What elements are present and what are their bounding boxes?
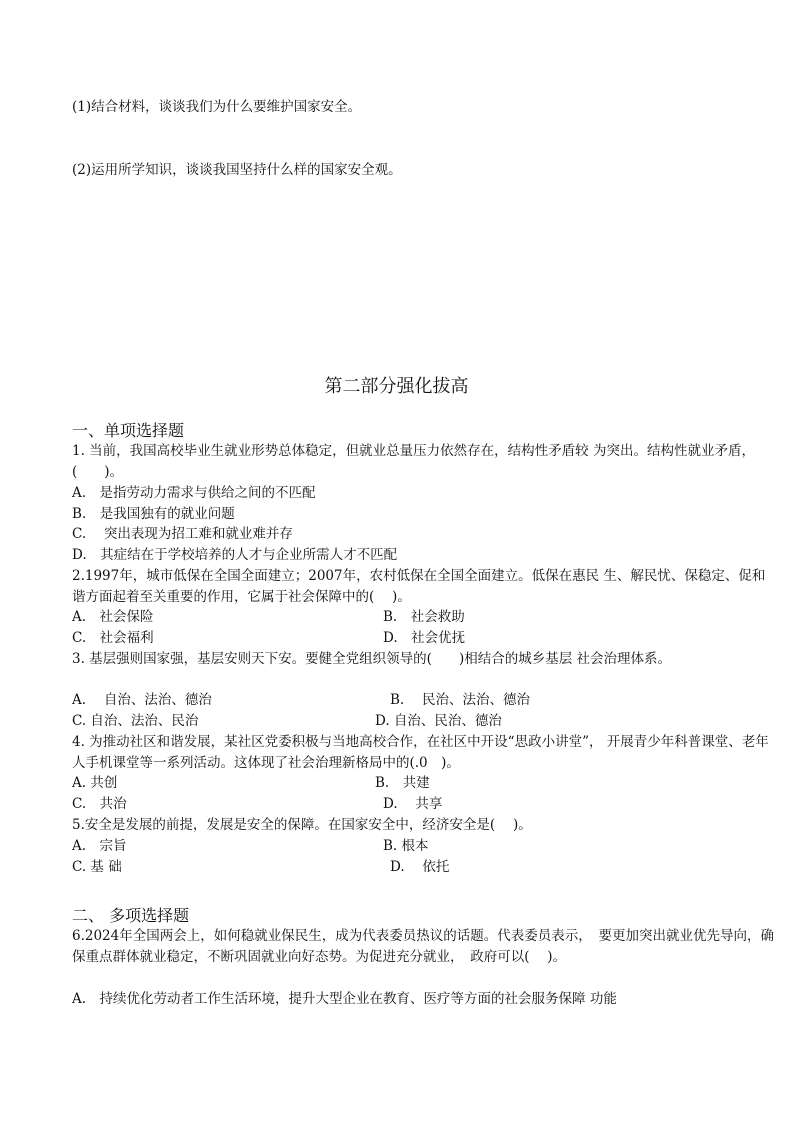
question-2-option-b: B. 社会救助 [383, 609, 465, 625]
question-4-option-a: A. 共创 [72, 775, 118, 791]
question-5-option-d: D. 依托 [390, 859, 450, 875]
question-2-option-d: D. 社会优抚 [383, 630, 466, 646]
question-part-1: (1)结合材料，谈谈我们为什么要维护国家安全。 [72, 99, 362, 115]
section-heading-multiple-choice: 二、 多项选择题 [72, 906, 190, 925]
question-3-option-b: B. 民治、法治、德治 [390, 692, 531, 708]
page-title: 第二部分强化拔高 [324, 376, 469, 397]
question-3-stem: 3. 基层强则国家强，基层安则天下安。要健全党组织领导的( )相结合的城乡基层 社会治理体系。 [72, 651, 671, 667]
question-6-option-a: A. 持续优化劳动者工作生活环境，提升大型企业在教育、医疗等方面的社会服务保障 功能 [72, 991, 617, 1007]
question-3-option-c: C. 自治、法治、民治 [72, 713, 199, 729]
question-4-stem: 4. 为推动社区和谐发展，某社区党委积极与当地高校合作，在社区中开设“思政小讲堂”， 开展青少年科普课堂、老年人手机课堂等一系列活动。这体现了社会治理新格局中的(.0 )。 [72, 734, 769, 771]
question-5-stem: 5.安全是发展的前提，发展是安全的保障。在国家安全中，经济安全是( )。 [72, 817, 532, 833]
question-5-option-c: C. 基 础 [72, 859, 122, 875]
question-4-option-c: C. 共治 [72, 796, 127, 812]
question-6-stem: 6.2024年全国两会上，如何稳就业保民生，成为代表委员热议的话题。代表委员表示， 要更加突出就业优先导向，确保重点群体就业稳定，不断巩固就业向好态势。为促进充分就业， 政府可以( )。 [72, 928, 774, 965]
question-5-option-a: A. 宗旨 [72, 838, 127, 854]
question-1-option-b: B. 是我国独有的就业问题 [72, 506, 235, 522]
question-5-option-b: B. 根本 [383, 838, 429, 854]
question-4-option-b: B. 共建 [375, 775, 430, 791]
question-1-option-c: C. 突出表现为招工难和就业难并存 [72, 526, 293, 542]
question-1-option-d: D. 其症结在于学校培养的人才与企业所需人才不匹配 [72, 547, 398, 563]
section-heading-single-choice: 一、单项选择题 [72, 421, 185, 440]
question-2-stem: 2.1997年，城市低保在全国全面建立；2007年，农村低保在全国全面建立。低保在惠民 生、解民忧、保稳定、促和谐方面起着至关重要的作用，它属于社会保障中的( )。 [72, 568, 766, 605]
question-2-option-c: C. 社会福利 [72, 630, 154, 646]
question-1-stem: 1. 当前，我国高校毕业生就业形势总体稳定，但就业总量压力依然存在，结构性矛盾较 为突出。结构性就业矛盾，( )。 [72, 443, 755, 480]
question-4-option-d: D. 共享 [383, 796, 443, 812]
question-1-option-a: A. 是指劳动力需求与供给之间的不匹配 [72, 485, 316, 501]
question-part-2: (2)运用所学知识，谈谈我国坚持什么样的国家安全观。 [72, 162, 402, 178]
question-3-option-d: D. 自治、民治、德治 [375, 713, 502, 729]
question-2-option-a: A. 社会保险 [72, 609, 154, 625]
question-3-option-a: A. 自治、法治、德治 [72, 692, 212, 708]
